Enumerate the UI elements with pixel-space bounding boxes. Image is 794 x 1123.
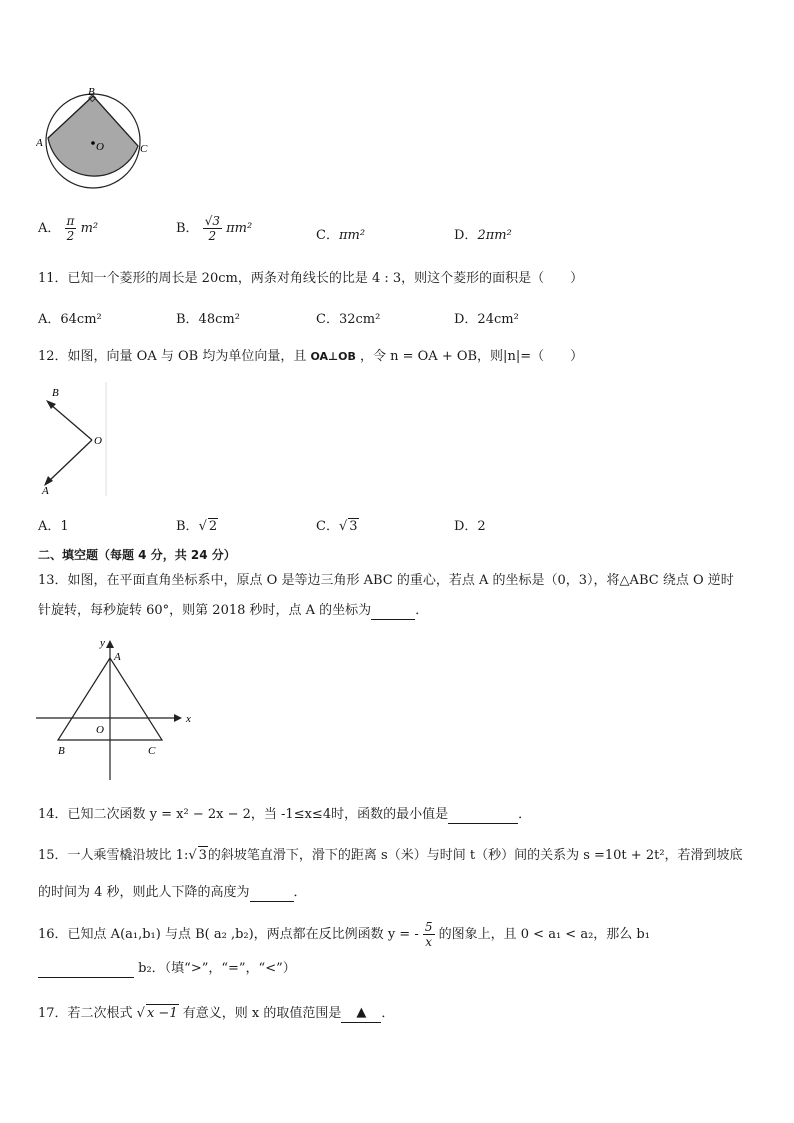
label-b: B — [58, 745, 65, 757]
label-a: A — [114, 651, 121, 663]
q12-option-b: B．√ 2 — [176, 519, 218, 534]
label-o: O — [96, 141, 104, 153]
label-c: C — [140, 143, 148, 155]
q11-option-c: C．32cm² — [316, 312, 381, 327]
q10-option-c: C．πm² — [316, 228, 366, 243]
q11-option-b: B．48cm² — [176, 312, 240, 327]
q12-perp: OA⊥OB — [310, 350, 356, 363]
label-a: A — [42, 485, 49, 497]
label-b: B — [52, 387, 59, 399]
q16-line1: 16．已知点 A(a₁,b₁) 与点 B( a₂ ,b₂)，两点都在反比例函数 y = - $\frac{5}{x}$ 的图象上，且 0 < a₁ < a₂，那么 b₁ — [38, 920, 650, 949]
q13-figure — [36, 636, 196, 782]
shaded-sector — [48, 96, 138, 176]
q13-line2: 针旋转，每秒旋转 60°，则第 2018 秒时，点 A 的坐标为 ． — [38, 603, 429, 618]
q10-figure — [36, 86, 156, 192]
label-o: O — [96, 724, 104, 736]
label-y: y — [100, 637, 105, 649]
q11-text: 11．已知一个菱形的周长是 20cm，两条对角线长的比是 4 : 3，则这个菱形的面积是（ ） — [38, 271, 584, 286]
q12-option-d: D．2 — [454, 519, 486, 534]
q13-line1: 13．如图，在平面直角坐标系中，原点 O 是等边三角形 ABC 的重心，若点 A 的坐标是（0，3），将△ABC 绕点 O 逆时 — [38, 573, 734, 588]
label-b: B — [88, 86, 95, 98]
label-c: C — [148, 745, 156, 757]
q12-option-a: A．1 — [38, 519, 69, 534]
q10-option-d: D．2πm² — [454, 228, 512, 243]
label-a: A — [36, 137, 43, 149]
answer-marker: ▲ — [341, 1004, 381, 1023]
q12-option-c: C．√ 3 — [316, 519, 358, 534]
q11-option-a: A．64cm² — [38, 312, 102, 327]
q16-line2: b₂．（填“>”，“=”，“<”） — [38, 960, 296, 978]
q15-line2: 的时间为 4 秒，则此人下降的高度为 ． — [38, 885, 307, 900]
label-o: O — [94, 435, 102, 447]
q12-figure — [36, 382, 108, 498]
label-x: x — [186, 713, 191, 725]
section-heading: 二、填空题（每题 4 分，共 24 分） — [38, 548, 236, 562]
q14-text: 14．已知二次函数 y = x² − 2x − 2，当 -1≤x≤4时，函数的最小值是 ． — [38, 807, 532, 822]
q10-option-b: B． $\frac{√3}{2}$ πm² — [176, 214, 253, 243]
q15-line1: 15．一人乘雪橇沿坡比 1:√ 3的斜坡笔直滑下，滑下的距离 s（米）与时间 t（秒）间的关系为 s =10t + 2t²，若滑到坡底 — [38, 848, 743, 863]
q11-option-d: D．24cm² — [454, 312, 519, 327]
q17-text: 17．若二次根式 √ x −1 有意义，则 x 的取值范围是 ▲ ． — [38, 1005, 395, 1021]
q12-text: 12．如图，向量 OA 与 OB 均为单位向量，且 OA⊥OB ，令 n = OA + OB，则|n|=（ ） — [38, 349, 584, 364]
center-point — [91, 141, 95, 145]
q10-option-a: A． $\frac{\pi}{2}$ m² — [38, 214, 99, 243]
